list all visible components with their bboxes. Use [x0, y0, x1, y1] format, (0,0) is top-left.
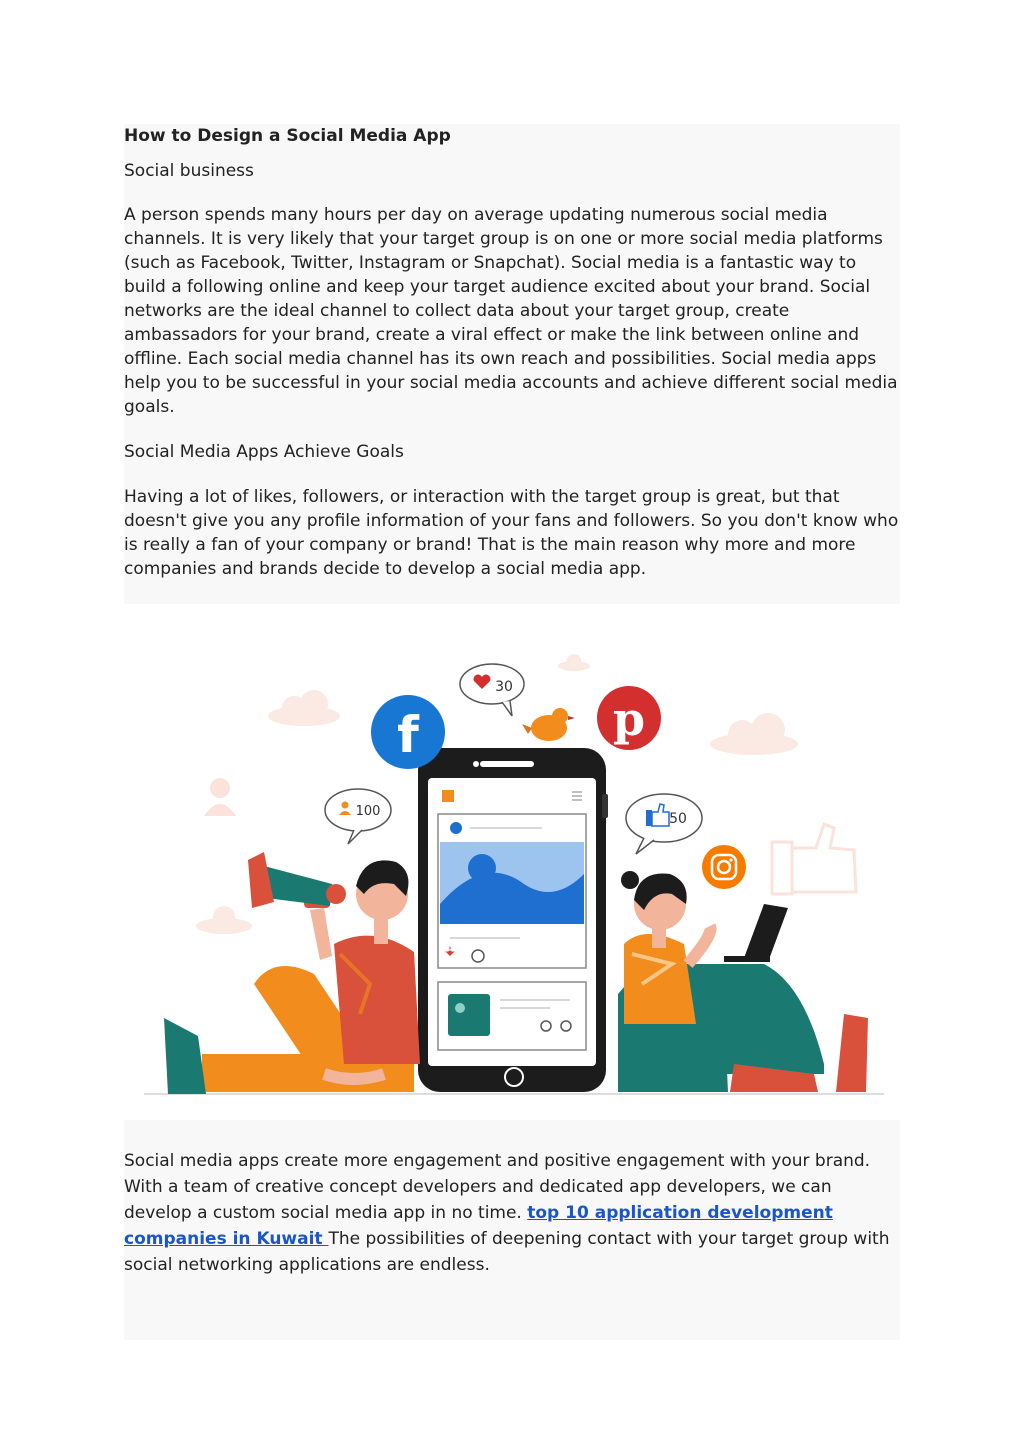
instagram-icon — [702, 845, 746, 889]
social-media-illustration — [124, 604, 904, 1120]
paragraph-intro: A person spends many hours per day on average updating numerous social media channels. It is very likely that your target group is on one or more social media platforms (such as Facebook, Twitter, Instagram or Snapchat). Social media is a fantastic way to build a following online and keep your target audience excited about your brand. Social networks are the ideal channel to collect data about your target group, create ambassadors for your brand, create a viral effect or make the link between online and offline. Each social media channel has its own reach and possibilities. Social media apps help you to be successful in your social media accounts and achieve different social media goals. — [124, 205, 898, 417]
phone-mockup — [418, 748, 608, 1092]
paragraph-goals: Having a lot of likes, followers, or interaction with the target group is great, but that doesn't give you any profile information of your fans and followers. So you don't know who is really a fan of your company or brand! That is the main reason why more and more companies and brands decide to develop a social media app. — [124, 487, 899, 579]
illustration-svg — [124, 604, 904, 1120]
likes-bubble — [460, 664, 524, 716]
article-title: How to Design a Social Media App — [124, 126, 451, 146]
svg-text:f: f — [397, 706, 419, 764]
thumbs-bubble — [626, 794, 702, 854]
megaphone-icon — [248, 852, 346, 908]
likes-count: 30 — [495, 679, 513, 695]
man-with-megaphone — [164, 852, 420, 1094]
thumbs-up-decoration — [772, 824, 856, 894]
followers-bubble — [325, 789, 391, 844]
paragraph-engagement — [124, 1148, 900, 1278]
bird-icon — [522, 708, 575, 741]
facebook-icon — [371, 695, 445, 769]
subheading-achieve-goals: Social Media Apps Achieve Goals — [124, 442, 404, 462]
kuwait-companies-link[interactable]: top 10 application development companies in Kuwait — [124, 1203, 833, 1249]
laptop-icon — [724, 904, 788, 962]
user-silhouette — [204, 778, 236, 816]
paragraph-engagement-text: Social media apps create more engagement and positive engagement with your brand. With a team of creative concept developers and dedicated app developers, we can develop a custom social media app in no time. — [124, 1151, 871, 1223]
pinterest-icon — [597, 686, 661, 750]
followers-count: 100 — [355, 804, 381, 819]
woman-with-laptop — [618, 871, 868, 1092]
svg-text:p: p — [612, 692, 646, 746]
paragraph-engagement-end: The possibilities of deepening contact with your target group with social networking applications are endless. — [124, 1229, 890, 1275]
thumbs-count: 50 — [669, 811, 687, 827]
subheading-social-business: Social business — [124, 161, 254, 181]
